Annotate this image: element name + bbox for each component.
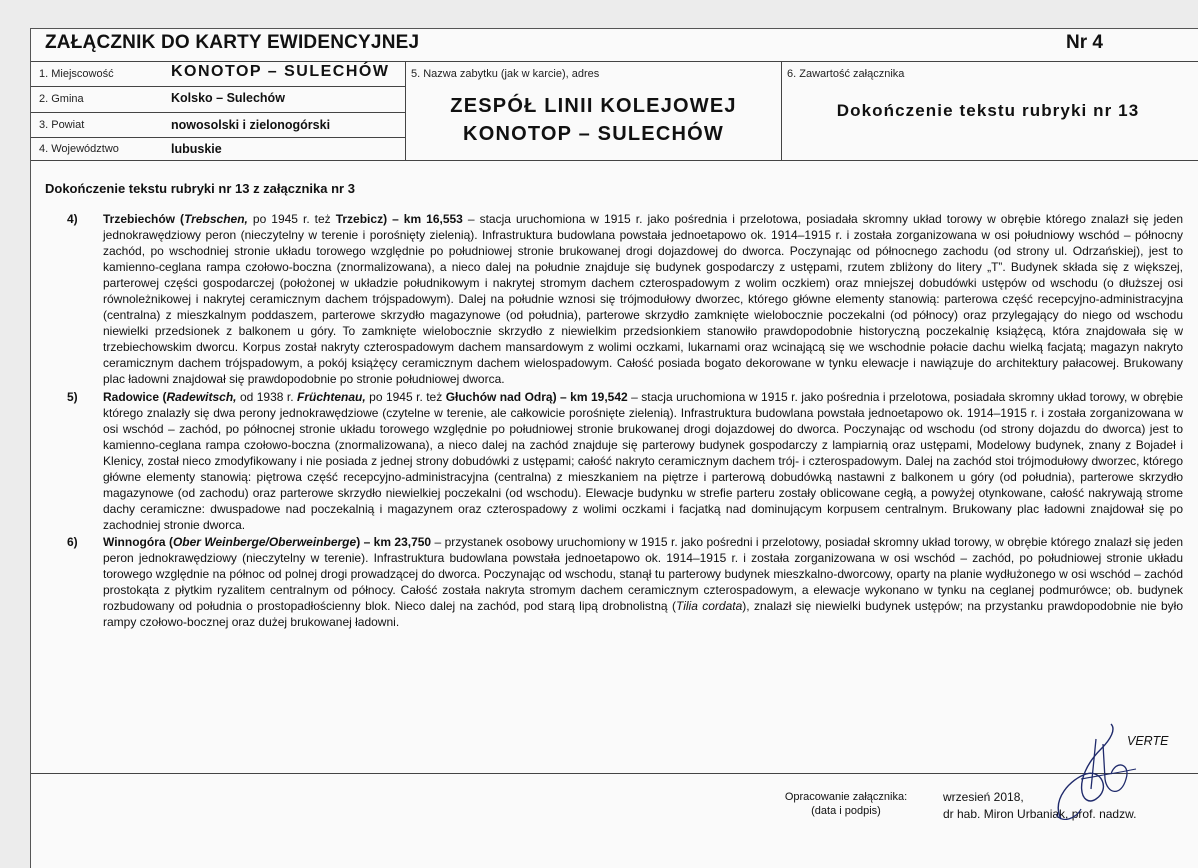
miejscowosc-label: 1. Miejscowość [39, 68, 114, 80]
entry-5: 5) Radowice (Radewitsch, od 1938 r. Früchtenau, po 1945 r. też Głuchów nad Odrą) – km 19,542 – stacja uruchomiona w 1915 r. jako pośrednia i przelotowa, posiadała skromny układ torowy, w obrębie którego znalazły się dwa perony jednokrawędziowe (czytelne w terenie, ale całkowicie porośnięte zielenią). Infrastruktura budowlana powstała jednoetapowo ok. 1914–1915 r. i została zorganizowana w osi wschód – zachód, po północnej stronie układu torowego względnie po południowej stronie brukowanej drogi dojazdowej do dworca. Poczynając od wschodu (od strony dojazdu do dworca) jest to kamienno-ceglana rampa czołowo-boczna (znormalizowana), a nieco dalej na zachód znajduje się parterowy budynek gospodarczy z lampiarnią oraz ustępami, Modelowy budynek, znany z Bojadeł i Klenicy, został nieco zmodyfikowany i nie posiada z jednej strony dobudówki z ustępami; całość nakryto ceramicznym dachem trój- i czterospadowym. Dalej na zachód stoi trójmodułowy dworzec, którego główne elementy stanowią: piętrowa część recepcyjno-administracyjna (centralna) z mieszkaniem na piętrze i parterową dobudówką nastawni z balkonem u góry (od południa), parterowe skrzydło magazynowe (od zachodu) oraz parterowe skrzydło niewielkiej poczekalni (od wschodu). Elewacje budynku w strefie parteru zostały oblicowane cegłą, a powyżej otynkowane, całość nakrywają strome dachy ceramiczne: dwuspadowe nad poczekalnią i magazynem oraz czterospadowy z wolimi oczkami i facjatką nad dominującym korpusem centralnym. Brukowany plac ładowni znajdował się po zachodniej stronie dworca. [67, 389, 1183, 532]
prepared-by-label: Opracowanie załącznika: (data i podpis) [784, 791, 908, 817]
miejscowosc-value: KONOTOP – SULECHÓW [171, 63, 390, 80]
contents-value: Dokończenie tekstu rubryki nr 13 [836, 101, 1140, 120]
gmina-value: Kolsko – Sulechów [171, 91, 285, 105]
attachment-number: Nr 4 [1066, 32, 1103, 53]
monument-name-line2: KONOTOP – SULECHÓW [463, 123, 724, 145]
entry-name: Radowice [103, 389, 160, 404]
entry-number: 5) [67, 389, 78, 404]
prepared-date: wrzesień 2018, [943, 790, 1024, 804]
prepared-author: dr hab. Miron Urbaniak, prof. nadzw. [943, 807, 1137, 821]
entry-text: – przystanek osobowy uruchomiony w 1915 r. jako pośredni i przelotowy, posiadał skromny układ torowy, w obrębie którego znalazł się jeden peron jednokrawędziowy (nieczytelny w terenie). Infrastruktura budowlana powstała jednoetapowo ok. 1914–1915 r. i została zorganizowana w osi wschód – zachód, po południowej stronie układu torowego względnie na północ od polnej drogi prowadzącej do dworca. Poczynając od wschodu, stanął tu parterowy budynek mieszkalno-dworcowy, oparty na planie wydłużonego w osi wschód – zachód prostokąta z płytkim ryzalitem centralnym od północy. Całość została nakryta stromym dachem ceramicznym czterospadowym, a elewacje wykonano w tynku na ceglanej podmurówce; ob. budynek rozbudowany od południa o prostopadłościenny blok. Nieco dalej na zachód, pod starą lipą drobnolistną ( [103, 534, 1184, 614]
wojewodztwo-label: 4. Województwo [39, 143, 119, 155]
entry-km: ) – km 23,750 [356, 534, 432, 549]
entry-6: 6) Winnogóra (Ober Weinberge/Oberweinberge) – km 23,750 – przystanek osobowy uruchomiony w 1915 r. jako pośredni i przelotowy, posiadał skromny układ torowy, w obrębie którego znalazł się jeden peron jednokrawędziowy (nieczytelny w terenie). Infrastruktura budowlana powstała jednoetapowo ok. 1914–1915 r. i została zorganizowana w osi wschód – zachód, po południowej stronie układu torowego względnie na północ od polnej drogi prowadzącej do dworca. Poczynając od wschodu, stanął tu parterowy budynek mieszkalno-dworcowy, oparty na planie wydłużonego w osi wschód – zachód prostokąta z płytkim ryzalitem centralnym od północy. Całość została nakryta stromym dachem ceramicznym czterospadowym, a elewacje wykonano w tynku na ceglanej podmurówce; ob. budynek rozbudowany od południa o prostopadłościenny blok. Nieco dalej na zachód, pod starą lipą drobnolistną (Tilia cordata), znalazł się niewielki budynek ustępów; na przystanku prawdopodobnie nie było rampy czołowo-bocznej oraz dużej brukowanej ładowni. [67, 534, 1184, 630]
header-table [31, 61, 1198, 189]
entry-km: Głuchów nad Odrą) – km 19,542 [445, 389, 628, 404]
entry-alt-name: Radewitsch, [166, 389, 237, 404]
powiat-label: 3. Powiat [39, 119, 85, 131]
entries-list [67, 211, 1183, 631]
powiat-value: nowosolski i zielonogórski [171, 118, 331, 132]
entry-name: Winnogóra [103, 534, 166, 549]
page-title: ZAŁĄCZNIK DO KARTY EWIDENCYJNEJ [45, 32, 420, 53]
title-row [31, 29, 1198, 61]
section-title: Dokończenie tekstu rubryki nr 13 z załącznika nr 3 [45, 181, 355, 196]
entry-text: – stacja uruchomiona w 1915 r. jako pośrednia i przelotowa, posiadała skromny układ torowy w obrębie którego znalazł się jeden jednokrawędziowy peron (nieczytelny w terenie i porośnięty zielenią). Infrastruktura budowlana powstała jednoetapowo ok. 1914–1915 r. i została zorganizowana w osi południowy wschód – północny zachód, po wschodniej stronie układu torowego względnie po południowej stronie brukowanej drogi dojazdowej do dworca. Poczynając od północnego zachodu (od strony ul. Odrzańskiej), jest to kamienno-ceglana rampa czołowo-boczna (znormalizowana), a nieco dalej na południe znajduje się budynek gospodarczy z ustępami, rzutem zbliżony do litery „T”. Budynek składa się z większej, parterowej części gospodarczej (położonej w układzie południkowym i nakrytej stromym dachem czterospadowym z wolim oczkiem) oraz mniejszej dobudówki ustępów od wschodu (o dłuższej osi równoleżnikowej i nakrytej ceramicznym dachem trójspadowym). Dalej na południe wznosi się trójmodułowy dworzec, którego główne elementy stanowią: parterowa część recepcyjno-administracyjna (centralna) z mieszkalnym poddaszem, parterowe skrzydło magazynowe (od południa), parterowe skrzydło zamknięte wielobocznie poczekalni (od północy) oraz przylegający do niego od wschodu niewielki przedsionek z balkonem u góry. To zamknięte wielobocznie skrzydło z niewielkim przedsionkiem stanowiło prawdopodobnie historyczną poczekalnię książęcą, która znajdowała się w trzebiechowskim dworcu. Korpus został nakryty czterospadowym dachem mansardowym z wolimi oczkami, lukarnami oraz wcinającą się we wschodnie połacie dachu wielką facjatą; magazyn nakryto ceramicznym dachem trójspadowym, a pokój książęcy ceramicznym dachem wielospadowym. Całość posiada bogato dekorowane w tynku elewacje i nawiązuje do architektury pałacowej. Brukowany plac ładowni znajdował się prawdopodobnie po stronie południowej dworca. [103, 212, 1183, 387]
entry-latin-name: Tilia cordata [675, 599, 743, 614]
entry-name: Trzebiechów [103, 212, 176, 226]
entry-km: Trzebicz) – km 16,553 [335, 212, 463, 226]
entry-alt-name: Ober Weinberge/Oberweinberge [172, 534, 357, 549]
entry-alt-name-2: Früchtenau, [297, 389, 366, 404]
entry-number: 6) [67, 534, 78, 549]
footer-divider [31, 773, 1198, 774]
monument-name-line1: ZESPÓŁ LINII KOLEJOWEJ [450, 95, 737, 117]
document-sheet [30, 28, 1198, 868]
entry-text: – stacja uruchomiona w 1915 r. jako pośrednia i przelotowa, posiadała skromny układ torowy, w obrębie którego znalazły się dwa perony jednokrawędziowe (czytelne w terenie, ale całkowicie porośnięte zielenią). Infrastruktura budowlana powstała jednoetapowo ok. 1914–1915 r. i została zorganizowana w osi wschód – zachód, po północnej stronie układu torowego względnie po południowej stronie brukowanej drogi dojazdowej do dworca. Poczynając od wschodu (od strony dojazdu do dworca) jest to kamienno-ceglana rampa czołowo-boczna (znormalizowana), a nieco dalej na zachód znajduje się parterowy budynek gospodarczy z lampiarnią oraz ustępami, Modelowy budynek, znany z Bojadeł i Klenicy, został nieco zmodyfikowany i nie posiada z jednej strony dobudówki z ustępami; całość nakryto ceramicznym dachem trój- i czterospadowym. Dalej na zachód stoi trójmodułowy dworzec, którego główne elementy stanowią: piętrowa część recepcyjno-administracyjna (centralna) z mieszkaniem na piętrze i parterową dobudówką nastawni z balkonem u góry (od południa), parterowe skrzydło magazynowe (od zachodu) oraz parterowe skrzydło niewielkiej poczekalni (od wschodu). Elewacje budynku w strefie parteru zostały oblicowane cegłą, a powyżej otynkowane, całość nakrywają strome dachy ceramiczne: dwuspadowe nad poczekalnią i magazynem oraz czterospadowy z wolimi oczkami i facjatką nad dominującym korpusem centralnym. Brukowany plac ładowni znajdował się po zachodniej stronie dworca. [103, 389, 1183, 532]
gmina-label: 2. Gmina [39, 93, 84, 105]
wojewodztwo-value: lubuskie [171, 142, 222, 156]
entry-number: 4) [67, 212, 78, 226]
zawartosc-label: 6. Zawartość załącznika [787, 68, 905, 80]
nazwa-label: 5. Nazwa zabytku (jak w karcie), adres [411, 68, 600, 80]
verte-note: VERTE [1127, 734, 1169, 748]
entry-alt-name: Trebschen, [184, 212, 248, 226]
entry-4: 4) Trzebiechów (Trebschen, po 1945 r. też Trzebicz) – km 16,553 – stacja uruchomiona w 1915 r. jako pośrednia i przelotowa, posiadała skromny układ torowy w obrębie którego znalazł się jeden jednokrawędziowy peron (nieczytelny w terenie i porośnięty zielenią). Infrastruktura budowlana powstała jednoetapowo ok. 1914–1915 r. i została zorganizowana w osi południowy wschód – północny zachód, po wschodniej stronie układu torowego względnie po południowej stronie brukowanej drogi dojazdowej do dworca. Poczynając od północnego zachodu (od strony ul. Odrzańskiej), jest to kamienno-ceglana rampa czołowo-boczna (znormalizowana), a nieco dalej na południe znajduje się budynek gospodarczy z ustępami, rzutem zbliżony do litery „T”. Budynek składa się z większej, parterowej części gospodarczej (położonej w układzie południkowym i nakrytej stromym dachem czterospadowym z wolim oczkiem) oraz mniejszej dobudówki ustępów od wschodu (o dłuższej osi równoleżnikowej i nakrytej ceramicznym dachem trójspadowym). Dalej na południe wznosi się trójmodułowy dworzec, którego główne elementy stanowią: parterowa część recepcyjno-administracyjna (centralna) z mieszkalnym poddaszem, parterowe skrzydło magazynowe (od południa), parterowe skrzydło zamknięte wielobocznie poczekalni (od północy) oraz przylegający do niego od wschodu niewielki przedsionek z balkonem u góry. To zamknięte wielobocznie skrzydło z niewielkim przedsionkiem stanowiło prawdopodobnie historyczną poczekalnię książęcą, która znajdowała się w trzebiechowskim dworcu. Korpus został nakryty czterospadowym dachem mansardowym z wolimi oczkami, lukarnami oraz wcinającą się we wschodnie połacie dachu wielką facjatą; magazyn nakryto ceramicznym dachem trójspadowym, a pokój książęcy ceramicznym dachem wielospadowym. Całość posiada bogato dekorowane w tynku elewacje i nawiązuje do architektury pałacowej. Brukowany plac ładowni znajdował się prawdopodobnie po stronie południowej dworca. [67, 212, 1183, 387]
handwritten-signature [1041, 719, 1151, 829]
